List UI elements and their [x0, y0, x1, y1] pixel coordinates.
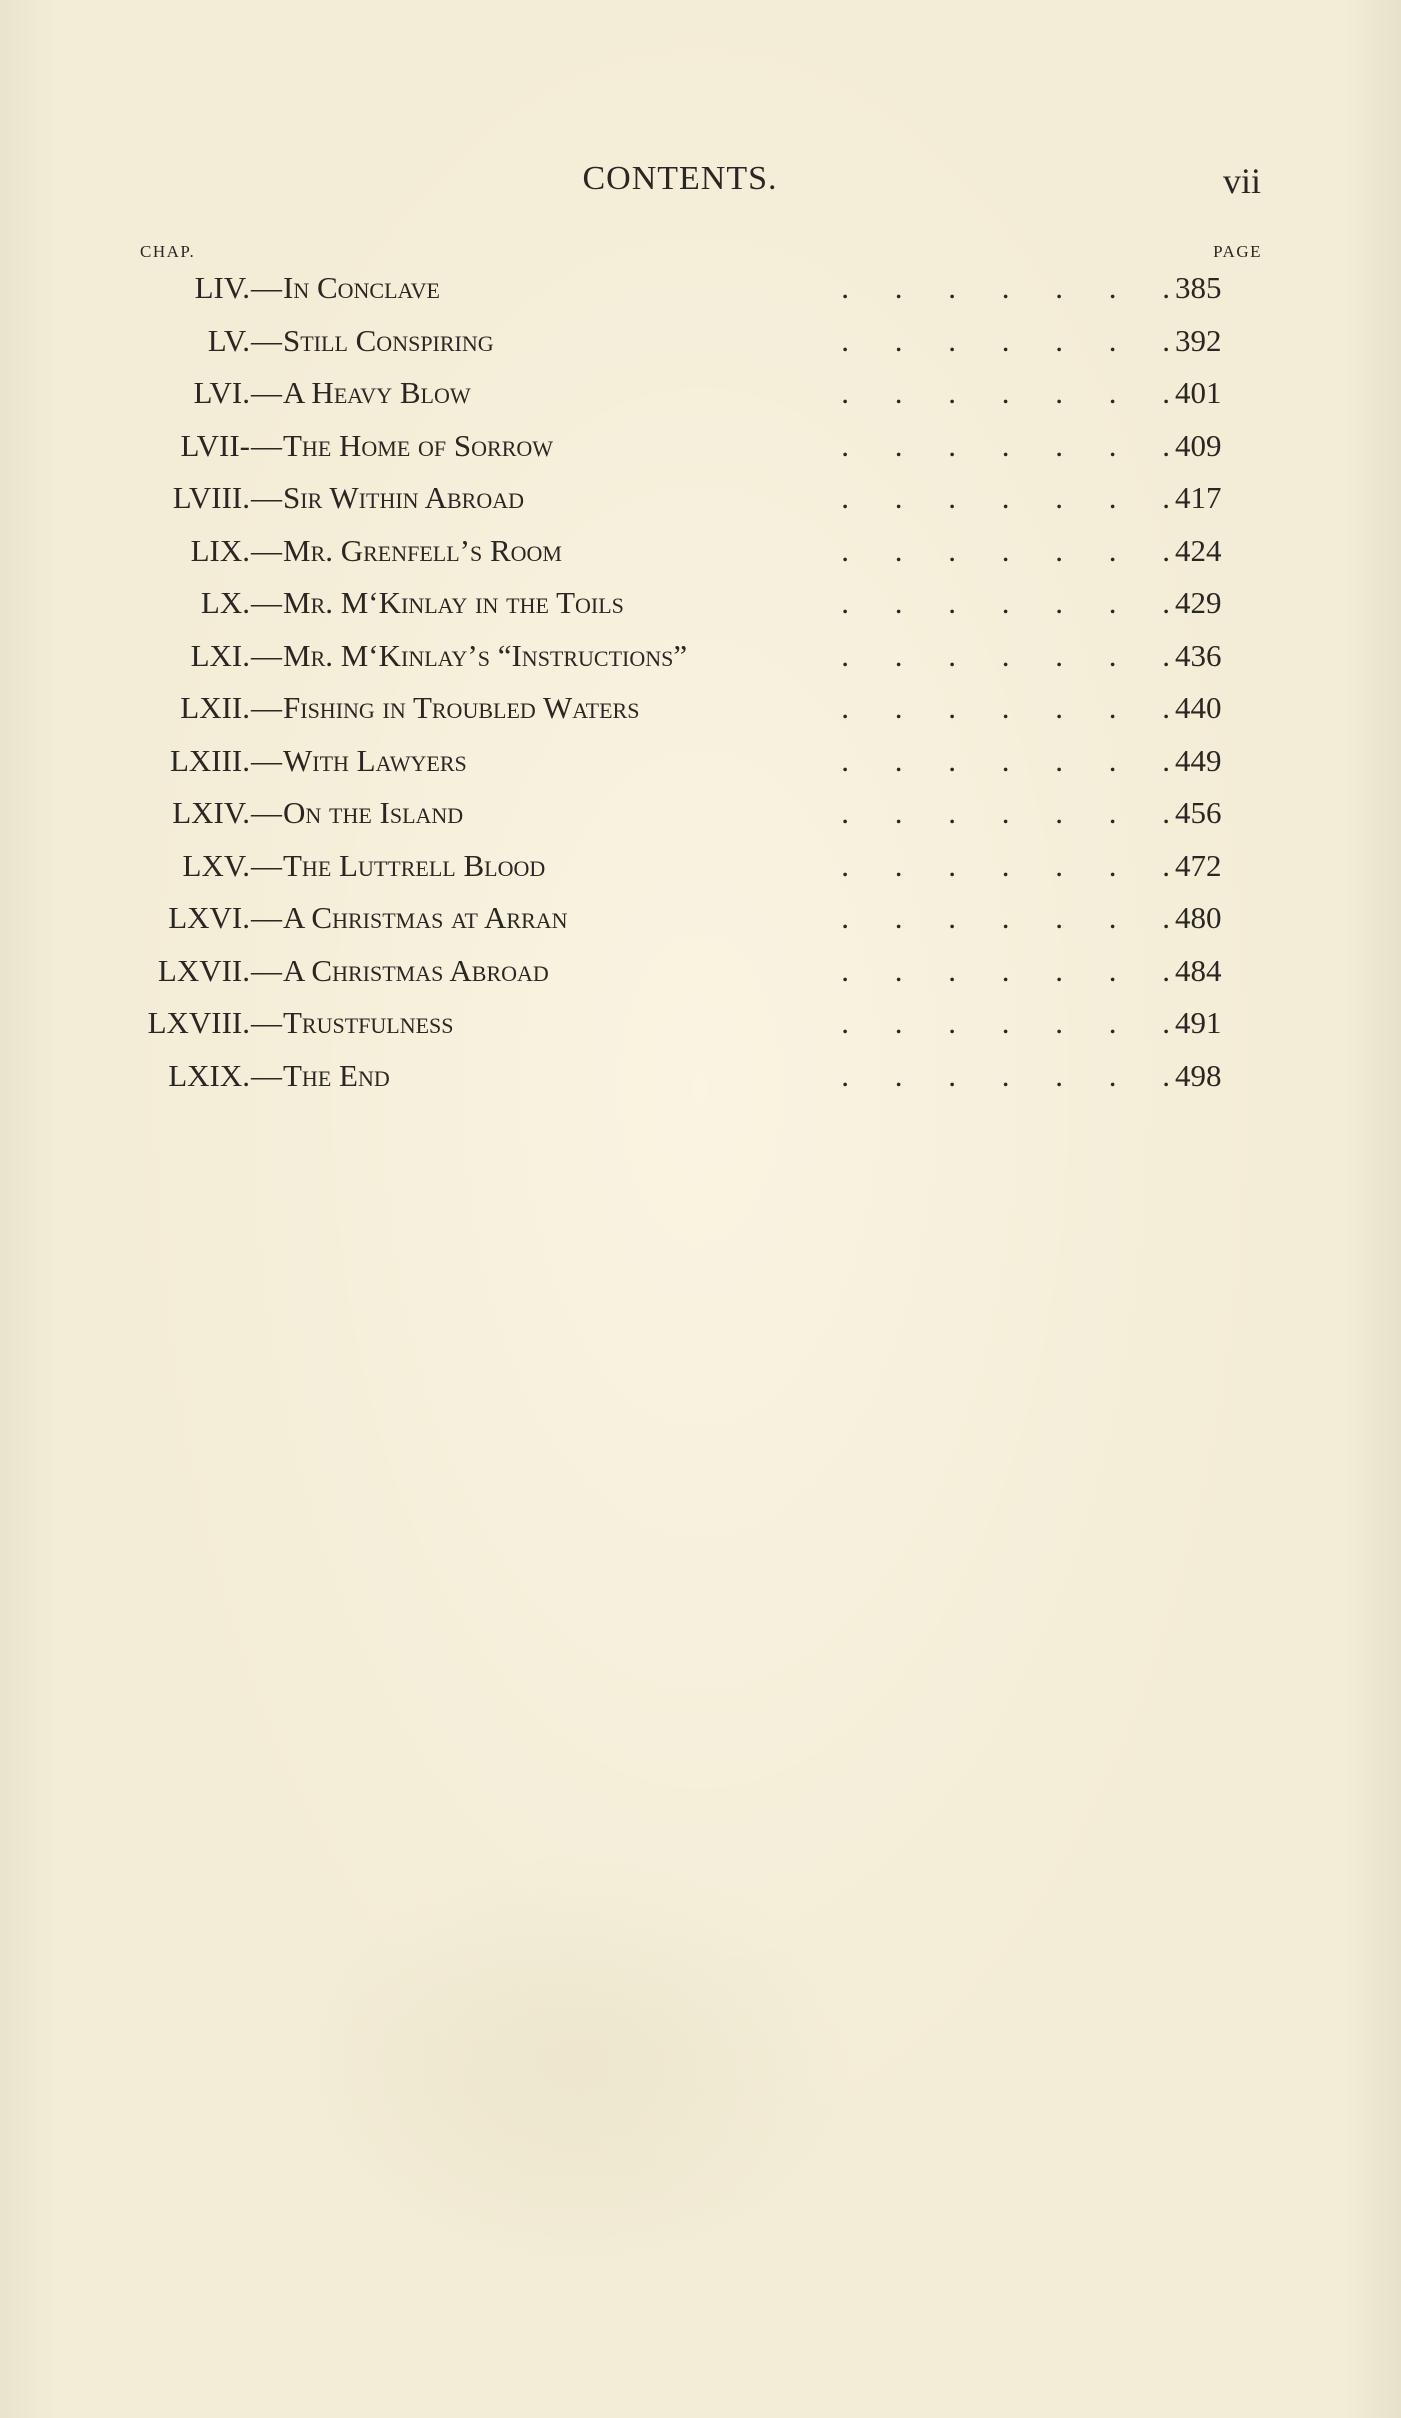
dot-leader: . . . . . . . — [841, 480, 1170, 515]
dot-leader: . . . . . . . — [841, 1057, 1170, 1093]
page-number: 484 — [1175, 952, 1222, 988]
chapter-title: A Heavy Blow — [283, 375, 471, 410]
dot-leader: . . . . . . . — [841, 1005, 1170, 1040]
page-number: 456 — [1175, 795, 1222, 830]
em-dash: — — [251, 847, 282, 883]
contents-entry — [0, 577, 1401, 629]
em-dash: — — [251, 585, 282, 620]
running-head — [0, 160, 1401, 210]
chapter-number: LXIII. — [169, 742, 250, 778]
em-dash: — — [251, 375, 282, 410]
chapter-number: LIX. — [190, 532, 250, 568]
page-number: 498 — [1175, 1057, 1222, 1093]
em-dash: — — [251, 637, 282, 673]
dot-leader: . . . . . . . — [841, 795, 1170, 830]
page-number: 417 — [1175, 480, 1222, 515]
em-dash: — — [251, 742, 282, 778]
contents-entry — [0, 262, 1401, 314]
contents-entry — [0, 525, 1401, 577]
chapter-title: Sir Within Abroad — [283, 480, 524, 515]
page-number: 472 — [1175, 847, 1222, 883]
contents-entry — [0, 630, 1401, 682]
page-number: 436 — [1175, 637, 1222, 673]
chapter-title: Mr. M‘Kinlay’s “Instructions” — [283, 637, 688, 673]
dot-leader: . . . . . . . — [841, 637, 1170, 673]
chapter-number: LXII. — [180, 690, 250, 725]
chapter-title: The Luttrell Blood — [283, 847, 546, 883]
chapter-title: With Lawyers — [283, 742, 467, 778]
em-dash: — — [251, 532, 282, 568]
chapter-number: LVI. — [193, 375, 250, 410]
contents-entry — [0, 420, 1401, 472]
chapter-title: Trustfulness — [283, 1005, 454, 1040]
page-number: 392 — [1175, 322, 1222, 358]
contents-entry — [0, 787, 1401, 839]
dot-leader: . . . . . . . — [841, 847, 1170, 883]
page-number: 401 — [1175, 375, 1222, 410]
em-dash: — — [251, 427, 282, 463]
contents-entry — [0, 945, 1401, 997]
chapter-number: LXV. — [182, 847, 250, 883]
dot-leader: . . . . . . . — [841, 270, 1170, 305]
dot-leader: . . . . . . . — [841, 585, 1170, 620]
chapter-number: LXI. — [190, 637, 250, 673]
contents-entry — [0, 735, 1401, 787]
contents-entry — [0, 682, 1401, 734]
chap-column-heading: CHAP. — [140, 242, 196, 261]
contents-entry — [0, 472, 1401, 524]
chapter-number: LX. — [200, 585, 250, 620]
page-number: 440 — [1175, 690, 1222, 725]
chapter-number: LVII- — [180, 427, 250, 463]
chapter-number: LXVI. — [168, 900, 250, 935]
em-dash: — — [251, 952, 282, 988]
page-number: 385 — [1175, 270, 1222, 305]
chapter-title: The End — [283, 1057, 390, 1093]
em-dash: — — [251, 1057, 282, 1093]
dot-leader: . . . . . . . — [841, 952, 1170, 988]
page-number: 491 — [1175, 1005, 1222, 1040]
chapter-title: Still Conspiring — [283, 322, 494, 358]
paper-stain — [300, 1850, 860, 2270]
running-title: CONTENTS. — [582, 160, 778, 197]
chapter-title: The Home of Sorrow — [283, 427, 554, 463]
chapter-number: LXVIII. — [147, 1005, 250, 1040]
page-number: 480 — [1175, 900, 1222, 935]
contents-entry — [0, 997, 1401, 1049]
chapter-number: LXIV. — [172, 795, 250, 830]
page-number: 429 — [1175, 585, 1222, 620]
page-number: 449 — [1175, 742, 1222, 778]
column-headings — [140, 242, 1262, 264]
chapter-title: Mr. M‘Kinlay in the Toils — [283, 585, 624, 620]
dot-leader: . . . . . . . — [841, 742, 1170, 778]
em-dash: — — [251, 322, 282, 358]
dot-leader: . . . . . . . — [841, 427, 1170, 463]
dot-leader: . . . . . . . — [841, 532, 1170, 568]
em-dash: — — [251, 900, 282, 935]
chapter-number: LIV. — [194, 270, 250, 305]
em-dash: — — [251, 1005, 282, 1040]
page-number: 424 — [1175, 532, 1222, 568]
page-folio: vii — [1222, 161, 1261, 201]
chapter-title: Fishing in Troubled Waters — [283, 690, 640, 725]
em-dash: — — [251, 270, 282, 305]
chapter-number: LXIX. — [168, 1057, 250, 1093]
page-number: 409 — [1175, 427, 1222, 463]
chapter-title: In Conclave — [283, 270, 440, 305]
chapter-title: On the Island — [283, 795, 464, 830]
contents-entry — [0, 892, 1401, 944]
chapter-title: A Christmas Abroad — [283, 952, 549, 988]
chapter-title: A Christmas at Arran — [283, 900, 568, 935]
dot-leader: . . . . . . . — [841, 322, 1170, 358]
contents-entry — [0, 840, 1401, 892]
dot-leader: . . . . . . . — [841, 690, 1170, 725]
chapter-number: LVIII. — [172, 480, 250, 515]
page-column-heading: PAGE — [1213, 242, 1262, 261]
em-dash: — — [251, 480, 282, 515]
dot-leader: . . . . . . . — [841, 900, 1170, 935]
dot-leader: . . . . . . . — [841, 375, 1170, 410]
em-dash: — — [251, 795, 282, 830]
contents-entry — [0, 315, 1401, 367]
contents-entry — [0, 367, 1401, 419]
contents-entry — [0, 1050, 1401, 1102]
em-dash: — — [251, 690, 282, 725]
chapter-number: LXVII. — [157, 952, 250, 988]
chapter-number: LV. — [207, 322, 250, 358]
chapter-title: Mr. Grenfell’s Room — [283, 532, 562, 568]
